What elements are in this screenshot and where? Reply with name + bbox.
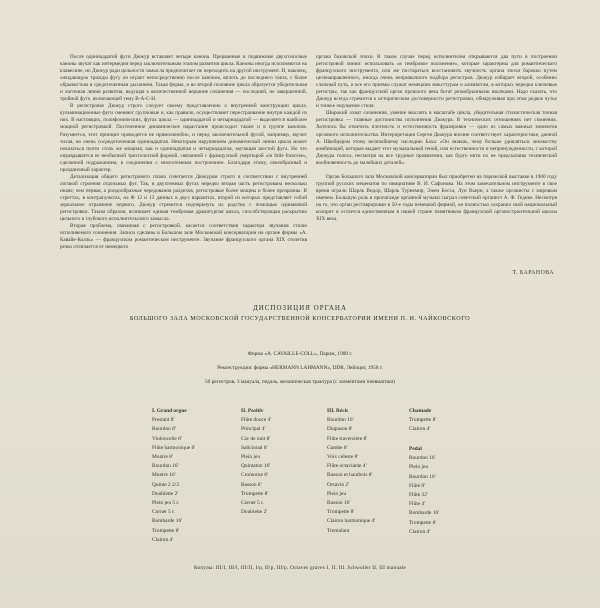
stop-item: Flûte traversière 8': [327, 435, 368, 442]
stop-item: Principal 4': [241, 426, 266, 433]
stop-item: Trompette 8': [327, 509, 355, 516]
stop-item: Octavin 2': [327, 481, 350, 488]
stop-item: Trompette 8': [409, 519, 437, 526]
stop-item: Basson 16': [327, 500, 351, 507]
stop-item: Plein jeu: [241, 454, 261, 461]
author-signature: Т. БАРАНОВА: [512, 270, 554, 276]
stop-item: Gambe 8': [327, 444, 348, 451]
stop-item: Trompette 8': [152, 527, 180, 534]
stop-item: Basson 8': [241, 481, 262, 488]
stop-item: Bourdon 16': [409, 455, 436, 462]
stop-item: Bourdon 16': [327, 417, 354, 424]
stop-item: Bombarde 16': [409, 510, 440, 517]
stop-item: Cornet 5 r.: [152, 509, 175, 516]
stop-item: Plein jeu: [327, 490, 347, 497]
stop-item: Bourdon 16': [409, 473, 436, 480]
division-heading: Pedal: [409, 446, 422, 452]
essay-paragraph: Орган Большого зала Московской консерватории был приобретен на парижской выставке в 1900 году группой русских меценатов по инициативе В. И. Сафонова. На этом замечательном инструменте в свое время играли Шарль Видор, Шарль Турнемир, Эжен Босса, Луи Вьерн, а также органисты с мировым именем. Большую роль в пропаганде органной музыки сыграл советский органист А. Ф. Гедике. Несмотря на то, что орган реставрирован в 50-е годы немецкой фирмой, он полностью сохранил свой национальный колорит и остается единственным в нашей стране памятником французской органостроительной школы XIX века.: [316, 173, 557, 223]
stop-item: Clairon 4': [409, 528, 431, 535]
division-chamade: [409, 407, 436, 435]
organ-builder-line: Фирма «A. CAVAILLE-COLL», Париж, 1900 г.: [247, 351, 353, 357]
stop-item: Quintaton 16': [241, 463, 271, 470]
essay-paragraph: После одиннадцатой фуги Дюжур вставляет четыре канона. Прерванные и подвижные двухголосные каноны звучат как интермедия перед заключительным этапом развития цикла. Каноны иногда исполняются на клавесине, но Дюжур ради цельности замысла предпочитает не переходить на другой инструмент. И, наконец, ожидающую трижды фугу он играет непосредственно после канонов, вплоть до последнего такта, с более обрывистым и средоточенным дыханием. Такая форма, и во второй половине цикла образуется убедительная и логичная линия развития, ведущая к величественной вершине сочинения — последней, не завершенной, тройной фуге, включающей тему B-A-C-H.: [60, 54, 307, 103]
essay-paragraph: Детализация общего регистрового плана сочетается Дюжуром строго в соответствии с внутренней логикой строения отдельных фуг. Так, в двухтемных фугах нередко вторая часть регистрована несколько иначе, чем первая, а рондообразные чередования разделов, регистровые более мощны и более прозрачны. В стреттах, в контрапунктах, на Ф 12 и 13 данных в двух вариантах, второй из которых представляет собой зеркальное отражение первого. Дюжур стремится подчеркнуть их родство с помощью одинаковой регистровки. Таким образом, возникает единая тембровая драматургия цикла, способствующая раскрытию цельного и глубокого исполнительского замысла.: [60, 173, 307, 223]
essay-paragraph: органа баховской эпохи. В таком случае перед исполнителем открываются два пути в построении регистровой линии: использовать «в тембровое положение», которые характерны для романтического французского инструмента, или же постараться восстановить звучность органа эпохи барокко путем целенаправленного, иногда очень непривычного подбора регистров. Дюжур избирает второй, особенно сложный путь, и все его приемы служат немецким миксттурам и алимвотам, в которых нередки ключевые регистры, так как французский орган прошлого века богат резкобрызными язычками. Надо сказать, что Дюжур всегда стремится к историческим достоверности регистровки, обнаруживая при этом редкое чутье и тонкое ощущение стиля.: [316, 54, 557, 110]
stop-item: Plein jeu 5 r.: [152, 500, 180, 507]
essay-paragraph: Вторая проблема, связанная с регистровкой, касается соответствия характера звучания стилю исполняемого сочинения. Записи сделаны в Большом зале Московской консерватории на органе фирмы «А. Кавайе-Колль» — французском романтическом инструменте. Звучание французского органа XIX столетия резко отличается от немецкого: [60, 223, 307, 251]
stop-item: Salicional 8': [241, 444, 268, 451]
disposition-title: ДИСПОЗИЦИЯ ОРГАНА: [252, 304, 348, 312]
division-positiv: [241, 407, 271, 517]
stop-item: Violoncelle 8': [152, 435, 182, 442]
stop-item: Quinte 2 2/3: [152, 481, 179, 488]
essay-paragraph: В регистровке Дюжур строго следует своему представлению о внутренней конструкции цикла, кульминационные фуги сменяют групповые и, как правило, осуществляют перестраивание внутри каждой из них. В настоящих, полифонических, фугах цикла — одиннадцатой и четырнадцатой — выделяется наиболее мощной регистровкой. Постепенное динамическое нарастание происходит также и в группе канонов. Разумеется, этот принцип проводится не прямолинейно, и перед заключительной фугой, например, звучит тихая, но очень сосредоточенная одиннадцатая. Некоторым нарушением динамической линии цикла может показаться почти столь же мощная, как и одиннадцатая и четырнадцатая, звучащая шестой фуга. Но это оправдывается ее необычной трехголосной формой, связанной с французской увертюрой «in Stile francese», сделанной подражанием, в соединении с многотемным построением. Благодаря этому, своеобразный и праздничный характер.: [60, 103, 307, 173]
stop-item: Flûte harmonique 8': [152, 444, 196, 451]
stop-item: Cornet 5 r.: [241, 500, 264, 507]
essay-left-column: [60, 54, 307, 251]
stop-item: Clairon 4': [409, 426, 431, 433]
stop-item: Tremulant: [327, 527, 350, 534]
stop-item: Flûte 32': [409, 492, 428, 499]
stop-item: Bourdon 16': [152, 463, 179, 470]
stop-item: Voix céleste 8': [327, 454, 359, 461]
stop-item: Cor de nuit 8': [241, 435, 271, 442]
stop-item: Clairon harmonique 4': [327, 518, 376, 525]
organ-specs-line: 50 регистров, 3 мануала, педаль, механическая трактура (с элементами пневматики): [205, 379, 395, 385]
stop-item: Montre 8': [152, 454, 173, 461]
stop-item: Flûte 8': [409, 482, 426, 489]
division-recit: [327, 407, 375, 536]
division-heading: III. Récit: [327, 408, 348, 414]
stop-item: Bourdon 8': [152, 426, 176, 433]
stop-item: Trompette 8': [409, 417, 437, 424]
reconstruction-line: Реконструкция: фирма «HERMANN LAHMANN», DDR, Лейпциг, 1958 г.: [217, 365, 383, 371]
stop-item: Bombarde 16': [152, 518, 183, 525]
essay-right-column: [316, 54, 557, 223]
stop-item: Basson et hautbois 8': [327, 472, 373, 479]
couplers-line: Копулы: III/I, III/I, III/II, I/p, II/p, III/p. Octaves graves I, II, III. Schwoller II, III manuale: [194, 565, 406, 571]
stop-item: Clairon 4': [152, 536, 174, 543]
stop-item: Plein jeu: [409, 464, 429, 471]
stop-item: Cromorne 8': [241, 472, 268, 479]
stop-item: Doublette 2': [241, 509, 268, 516]
stop-item: Flûte 4': [409, 501, 426, 508]
stop-item: Trompette 8': [241, 490, 269, 497]
stop-item: Flûte douce 4': [241, 417, 272, 424]
division-heading: Chamade: [409, 408, 432, 414]
stop-item: Diapason 8': [327, 426, 353, 433]
stop-item: Prestant 8': [152, 417, 175, 424]
stop-item: Doublette 2': [152, 490, 179, 497]
essay-paragraph: Широкий охват сочинения, умение мыслить в масштабе цикла, убедительная стилистическая точная регистровка — главные достоинства исполнения Дюжура. В технических отношениях нет сомнения. Хотелось бы отметить плотность и естественность фразировки — одно из самых важных моментов органного исполнительства. Интерпретация Сергея Дюжура вполне соответствует характеристике, данной А. Швейцером этому величайшему наследию Баха: «Он знаешь, чему больше удивляться: множеству комбинаций, которые выдает этот музыкальный гений, или естественности и непринужденности, с которой Дюжура голоса, несмотря на все трудные проявления, как будто нити их не предсказаны технический вообновенность до малейших деталей».: [316, 110, 557, 166]
division-grand-orgue: [152, 407, 195, 545]
stop-item: Montre 16': [152, 472, 176, 479]
division-heading: I. Grand orgue: [152, 408, 187, 414]
stop-item: Flûte octaviante 4': [327, 463, 367, 470]
disposition-subtitle: БОЛЬШОГО ЗАЛА МОСКОВСКОЙ ГОСУДАРСТВЕННОЙ КОНСЕРВАТОРИИ ИМЕНИ П. И. ЧАЙКОВСКОГО: [129, 315, 471, 322]
division-pedal: [409, 445, 439, 537]
division-heading: II. Positiv: [241, 408, 264, 414]
